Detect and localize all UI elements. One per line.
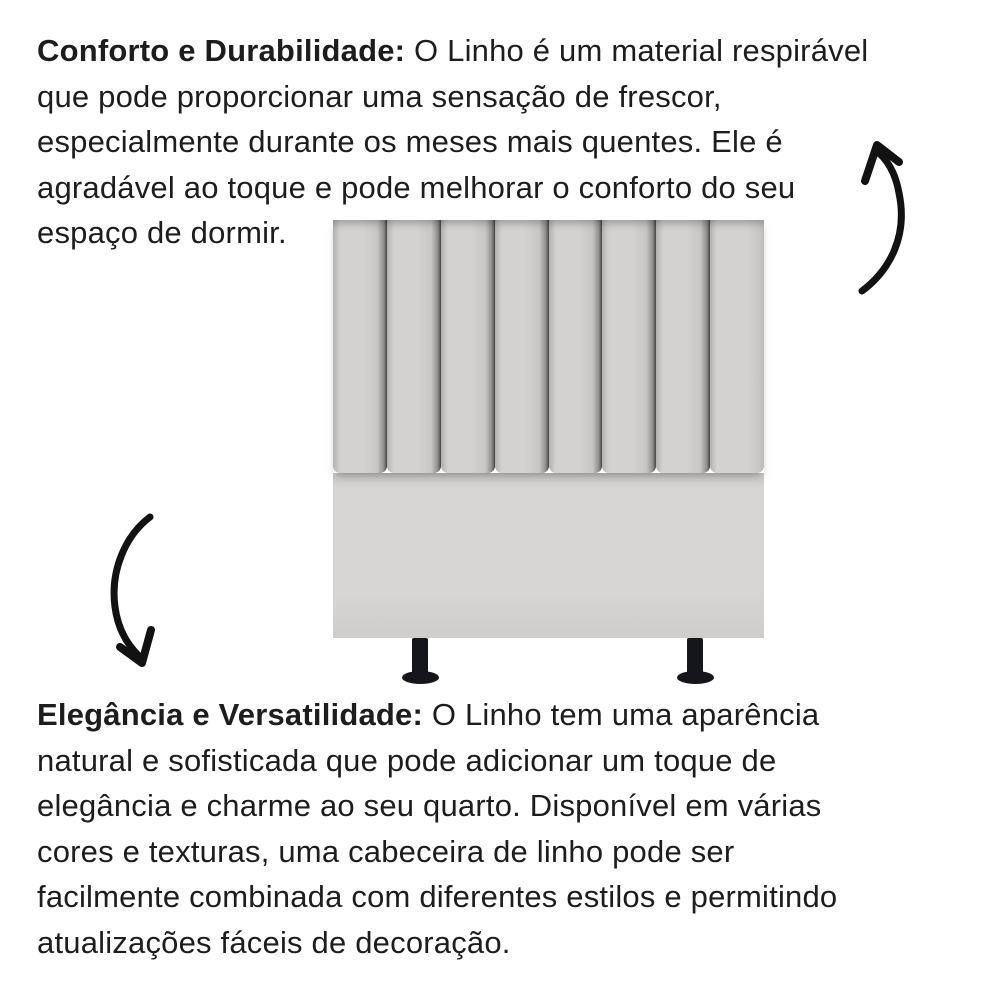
headboard-base <box>333 473 764 638</box>
headboard-panel <box>656 220 710 473</box>
text-line: agradável ao toque e pode melhorar o conforto do seu <box>37 169 796 205</box>
curved-arrow-up-icon <box>845 128 927 310</box>
headboard-panel <box>333 220 387 473</box>
bottom-heading: Elegância e Versatilidade: <box>37 697 423 732</box>
headboard-panel <box>495 220 549 473</box>
headboard-panels <box>333 220 764 473</box>
top-heading: Conforto e Durabilidade: <box>37 33 406 68</box>
headboard-panel <box>441 220 495 473</box>
text-line-rest: O Linho tem uma aparência <box>423 697 820 732</box>
text-line-rest: O Linho é um material respirável <box>405 33 869 68</box>
leg-foot <box>677 671 714 684</box>
text-line: espaço de dormir. <box>37 215 287 250</box>
headboard-panel <box>602 220 656 473</box>
headboard-leg-left <box>402 638 439 684</box>
text-line <box>37 692 837 738</box>
headboard-leg-right <box>677 638 714 684</box>
leg-foot <box>402 671 439 684</box>
text-line: facilmente combinada com diferentes estilos e permitindo <box>37 879 838 914</box>
text-line <box>37 28 868 74</box>
text-line: especialmente durante os meses mais quentes. Ele é <box>37 124 783 159</box>
headboard-image <box>333 220 764 685</box>
headboard-panel <box>387 220 441 473</box>
text-line: atualizações fáceis de decoração. <box>37 924 511 960</box>
bottom-paragraph <box>37 692 837 965</box>
text-line: natural e sofisticada que pode adicionar um toque de <box>37 742 777 778</box>
text-line: cores e texturas, uma cabeceira de linho pode ser <box>37 833 735 869</box>
headboard-panel <box>549 220 603 473</box>
curved-arrow-down-icon <box>98 505 170 677</box>
headboard-panel <box>710 220 764 473</box>
text-line: elegância e charme ao seu quarto. Disponível em várias <box>37 788 822 823</box>
text-line: que pode proporcionar uma sensação de frescor, <box>37 78 722 114</box>
